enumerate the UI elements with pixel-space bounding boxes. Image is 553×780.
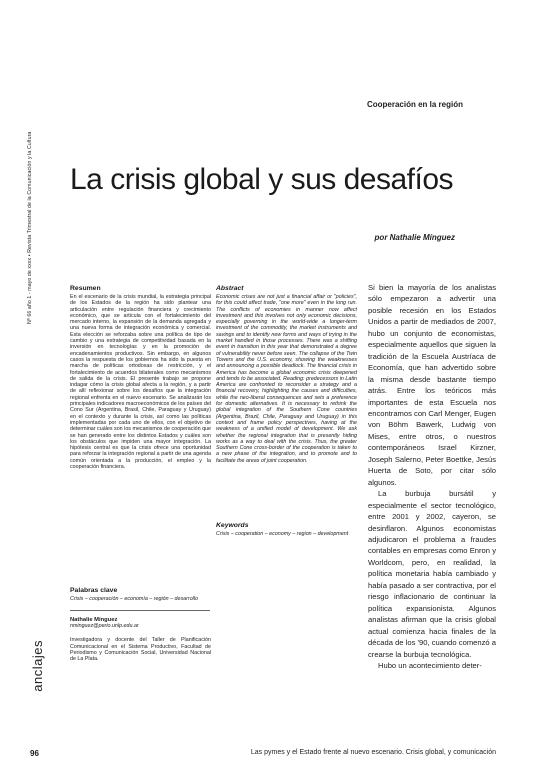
abstract-heading: Abstract (216, 285, 244, 292)
article-title: La crisis global y sus desafíos (70, 163, 454, 197)
abstract-text: Economic crises are not just a financial affair or "policies", for this could affect trade, "one more" even in the long run. The conflicts of economies in manner now affect investment and this involves not only economic decisions, especially governing in the world-wide a longer-term investment of the commodity, the market instruments and savings and to identify new forms and ways of trying in the market handled in those processes. There was a shifting event in transition in this year that demonstrated a degree of vulnerability never before seen. The collapse of the Twin Towers and the U.S. economy, showing the weaknesses and announcing a possible deadlock. The financial crisis in America has become a global economic crisis deepened and tends to be associated. Reading: predecessors in Latin America are confronted to reconsider a strategy and a financial recovery, highlighting the causes and difficulties, while the neo-liberal consequences and sets a preference for domestic alternatives. It is necessary to rethink the global integration of the Southern Cone countries (Argentina, Brazil, Chile, Paraguay and Uruguay) in this context and frame policy perspectives, having at the weakness of a unified model of development. We ask whether the regional integration that is presently hiding works as a way to deal with the crisis. Thus, the greater Southern Cone cross-border of the cooperation is taken to a new phase of the integration, and to promote and to facilitate the areas of joint cooperation. (216, 294, 357, 464)
keywords-text: Crisis – cooperation – economy – region – development (216, 531, 349, 537)
body-paragraph: Si bien la mayoría de los analistas sólo empezaron a advertir una posible recesión en los Estados Unidos a partir de mediados de 2007, hubo un conjunto de economistas, especialmente aquellos que siguen la tradición de la Escuela Austríaca de Economía, que han advertido sobre la misma desde bastante tiempo atrás. Entre los teóricos más importantes de esta Escuela nos encontramos con Carl Menger, Eugen von Böhm Bawerk, Ludwig von Mises, entre otros, o nuestros contemporáneos Israel Kirzner, Joseph Salerno, Peter Boettke, Jesús Huerta de Soto, por citar sólo algunos. (368, 283, 496, 487)
author-email: nminguez@perio.unlp.edu.ar (70, 623, 139, 630)
keywords-heading: Keywords (216, 522, 249, 529)
palabras-clave-heading: Palabras clave (70, 587, 118, 594)
footer-running-title: Las pymes y el Estado frente al nuevo escenario. Crisis global, y comunicación (250, 749, 496, 756)
resumen-heading: Resumen (70, 285, 101, 292)
author-bio: Investigadora y docente del Taller de Planificación Comunicacional en el Sistema Productivo, Facultad de Periodismo y Comunicación Social, Universidad Nacional de La Plata. (70, 637, 211, 663)
divider (70, 610, 210, 611)
section-tag: Cooperación en la región (366, 100, 463, 109)
body-paragraph: Hubo un acontecimiento deter- (378, 660, 482, 670)
body-column (368, 282, 496, 712)
side-running-head: Nº 66 año 1 - mayo de xxxx • Revista Trimestral de la Comunicación y la Cultura (27, 131, 33, 324)
side-section-label: anclajes (30, 640, 45, 692)
byline: por Nathalie Mínguez (374, 233, 455, 242)
page-number: 96 (30, 749, 39, 758)
body-paragraph: La burbuja bursátil y especialmente el sector tecnológico, entre 2001 y 2002, cayeron, se desinflaron. Algunos economistas adjudicaron el problema a fraudes contables en empresas como Enron y Worldcom, pero, en realidad, la política monetaria había cambiado y había pasado a ser contractiva, por el riesgo inflacionario de continuar la política expansionista. Algunos analistas afirman que la crisis global actual comienza hacia finales de la década de los '90, cuando comenzó a crearse la burbuja tecnológica. (368, 489, 496, 659)
resumen-column (70, 285, 211, 715)
palabras-clave-text: Crisis – cooperación – economía – región – desarrollo (70, 596, 199, 602)
author-name: Nathalie Mínguez (70, 617, 118, 624)
resumen-text: En el escenario de la crisis mundial, la estrategia principal de los Estados de la región ha sido plantear una articulación entre regulación financiera y crecimiento económico, que se articula con el fortalecimiento del mercado interno, la expansión de la demanda agregada y una nueva forma de integración económica y comercial. Esta elección se reforzaba sobre una política de tipo de cambio y una estrategia de competitividad basada en la inversión en tecnologías y en la promoción de encadenamientos productivos. Sin embargo, en algunos casos la respuesta de los gobiernos ha sido la puesta en marcha de políticas ortodoxas de restricción, y el fortalecimiento de acuerdos bilaterales como mecanismos de salida de la crisis. El presente trabajo se propone indagar cómo la crisis global afecta a la región, y a partir de allí reflexionar sobre los desafíos que la integración regional enfrenta en el nuevo escenario. Se analizarán los principales indicadores macroeconómicos de los países del Cono Sur (Argentina, Brasil, Chile, Paraguay y Uruguay) en el contexto y durante la crisis, así como las políticas implementadas por cada uno de ellos, con el objetivo de determinar cuáles son los mecanismos de cooperación que se han generado entre los distintos Estados y cuáles son los obstáculos que impiden una mayor integración. La hipótesis central es que la crisis ofrece una oportunidad para reforzar la integración regional a partir de una agenda común orientada a la producción, el empleo y la cooperación financiera. (70, 294, 211, 471)
abstract-column (216, 285, 357, 545)
